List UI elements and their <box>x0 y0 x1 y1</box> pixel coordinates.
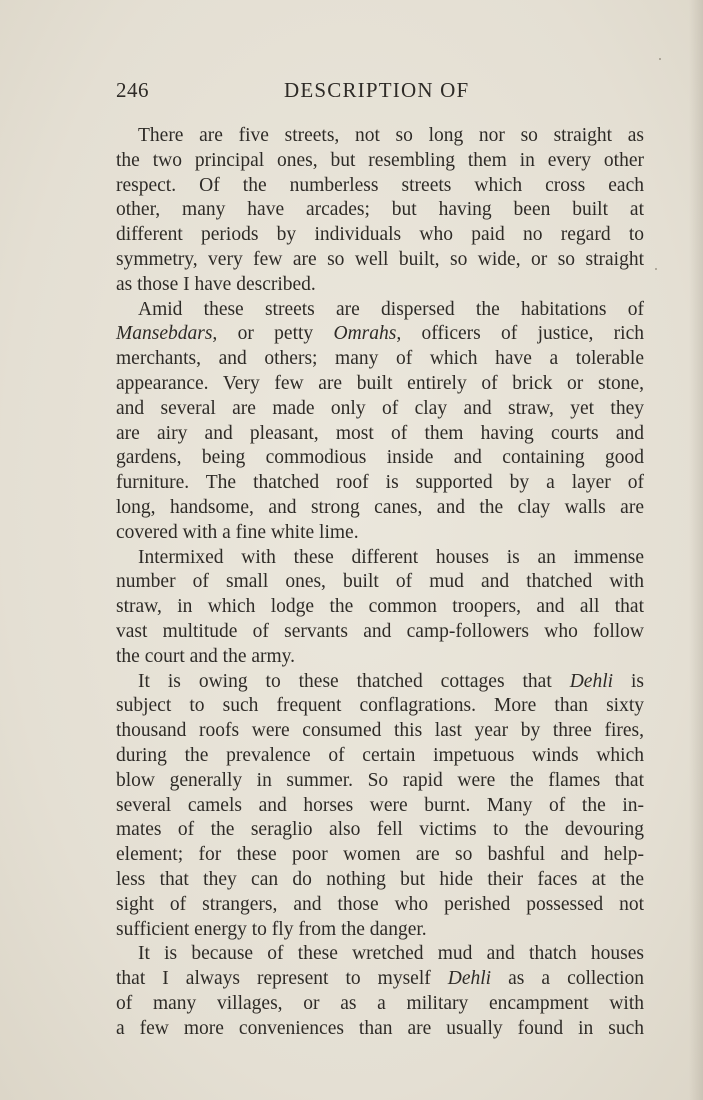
text-line <box>116 694 644 719</box>
text-segment: mates of the seraglio also fell victims to the devouring <box>116 819 644 841</box>
text-line <box>116 298 644 323</box>
italic-text: Omrahs, <box>333 323 402 345</box>
text-segment: sufficient energy to fly from the danger. <box>116 918 427 940</box>
text-line <box>116 942 644 967</box>
text-line <box>116 372 644 397</box>
text-line <box>116 794 644 819</box>
text-line <box>116 124 644 149</box>
text-line <box>116 273 644 298</box>
text-line <box>116 174 644 199</box>
text-segment: symmetry, very few are so well built, so wide, or so straight <box>116 248 644 270</box>
italic-text: Dehli <box>569 670 614 692</box>
text-segment: less that they can do nothing but hide their faces at the <box>116 868 644 890</box>
text-line <box>116 570 644 595</box>
text-segment: furniture. The thatched roof is supported by a layer of <box>116 472 644 494</box>
text-segment: other, many have arcades; but having been built at <box>116 199 644 221</box>
text-segment: or petty <box>217 323 334 345</box>
text-segment: a few more conveniences than are usually found in such <box>116 1017 644 1039</box>
text-segment: Amid these streets are dispersed the habitations of <box>138 298 644 320</box>
paragraph <box>116 942 644 1041</box>
text-line <box>116 992 644 1017</box>
text-line <box>116 322 644 347</box>
text-line <box>116 645 644 670</box>
text-line <box>116 818 644 843</box>
text-segment: subject to such frequent conflagrations. More than sixty <box>116 695 644 717</box>
text-segment: that I always represent to myself <box>116 968 448 990</box>
text-line <box>116 471 644 496</box>
paragraph <box>116 298 644 546</box>
text-segment: thousand roofs were consumed this last year by three fires, <box>116 720 644 742</box>
text-line <box>116 595 644 620</box>
text-line <box>116 248 644 273</box>
page-edge-shadow <box>689 0 703 1100</box>
body-text <box>116 124 644 1041</box>
text-segment: covered with a fine white lime. <box>116 521 359 543</box>
text-line <box>116 521 644 546</box>
text-segment: element; for these poor women are so bashful and help- <box>116 844 644 866</box>
text-segment: Intermixed with these different houses is an immense <box>138 546 644 568</box>
text-line <box>116 422 644 447</box>
text-line <box>116 347 644 372</box>
text-line <box>116 496 644 521</box>
paragraph <box>116 546 644 670</box>
text-segment: the court and the army. <box>116 645 296 667</box>
text-line <box>116 868 644 893</box>
text-segment: several camels and horses were burnt. Many of the in- <box>116 794 644 816</box>
text-line <box>116 893 644 918</box>
text-segment: number of small ones, built of mud and thatched with <box>116 571 644 593</box>
text-segment: long, handsome, and strong canes, and the clay walls are <box>116 496 644 518</box>
text-segment: as those I have described. <box>116 273 316 295</box>
text-line <box>116 1017 644 1042</box>
text-segment: during the prevalence of certain impetuous winds which <box>116 744 644 766</box>
text-line <box>116 967 644 992</box>
paper-speck <box>655 268 657 270</box>
text-segment: sight of strangers, and those who perished possessed not <box>116 893 644 915</box>
text-segment: straw, in which lodge the common troopers, and all that <box>116 596 644 618</box>
text-segment: It is because of these wretched mud and thatch houses <box>138 943 644 965</box>
paper-speck <box>659 58 661 60</box>
text-line <box>116 198 644 223</box>
paragraph <box>116 670 644 943</box>
text-segment: merchants, and others; many of which have a tolerable <box>116 348 644 370</box>
text-segment: officers of justice, rich <box>401 323 644 345</box>
text-segment: are airy and pleasant, most of them having courts and <box>116 422 644 444</box>
text-line <box>116 397 644 422</box>
text-segment: vast multitude of servants and camp-followers who follow <box>116 620 644 642</box>
text-line <box>116 546 644 571</box>
text-segment: gardens, being commodious inside and containing good <box>116 447 644 469</box>
text-line <box>116 149 644 174</box>
text-segment: of many villages, or as a military encampment with <box>116 992 644 1014</box>
text-line <box>116 769 644 794</box>
running-head-title: DESCRIPTION OF <box>284 78 470 102</box>
text-line <box>116 620 644 645</box>
text-segment: There are five streets, not so long nor so straight as <box>138 125 644 146</box>
text-segment: is <box>613 670 644 692</box>
text-segment: blow generally in summer. So rapid were the flames that <box>116 769 644 791</box>
text-segment: different periods by individuals who paid no regard to <box>116 224 644 246</box>
text-line <box>116 446 644 471</box>
text-segment: as a collection <box>491 968 644 990</box>
italic-text: Dehli <box>447 968 492 990</box>
text-segment: appearance. Very few are built entirely of brick or stone, <box>116 372 644 394</box>
page-number: 246 <box>116 78 149 102</box>
paragraph <box>116 124 644 298</box>
text-line <box>116 843 644 868</box>
text-segment: It is owing to these thatched cottages that <box>138 670 570 692</box>
text-line <box>116 670 644 695</box>
text-line <box>116 223 644 248</box>
text-line <box>116 918 644 943</box>
italic-text: Mansebdars, <box>116 323 218 345</box>
text-segment: respect. Of the numberless streets which cross each <box>116 174 644 196</box>
text-line <box>116 719 644 744</box>
text-line <box>116 744 644 769</box>
text-segment: and several are made only of clay and straw, yet they <box>116 397 644 419</box>
text-segment: the two principal ones, but resembling them in every other <box>116 149 644 171</box>
running-head <box>116 78 644 108</box>
